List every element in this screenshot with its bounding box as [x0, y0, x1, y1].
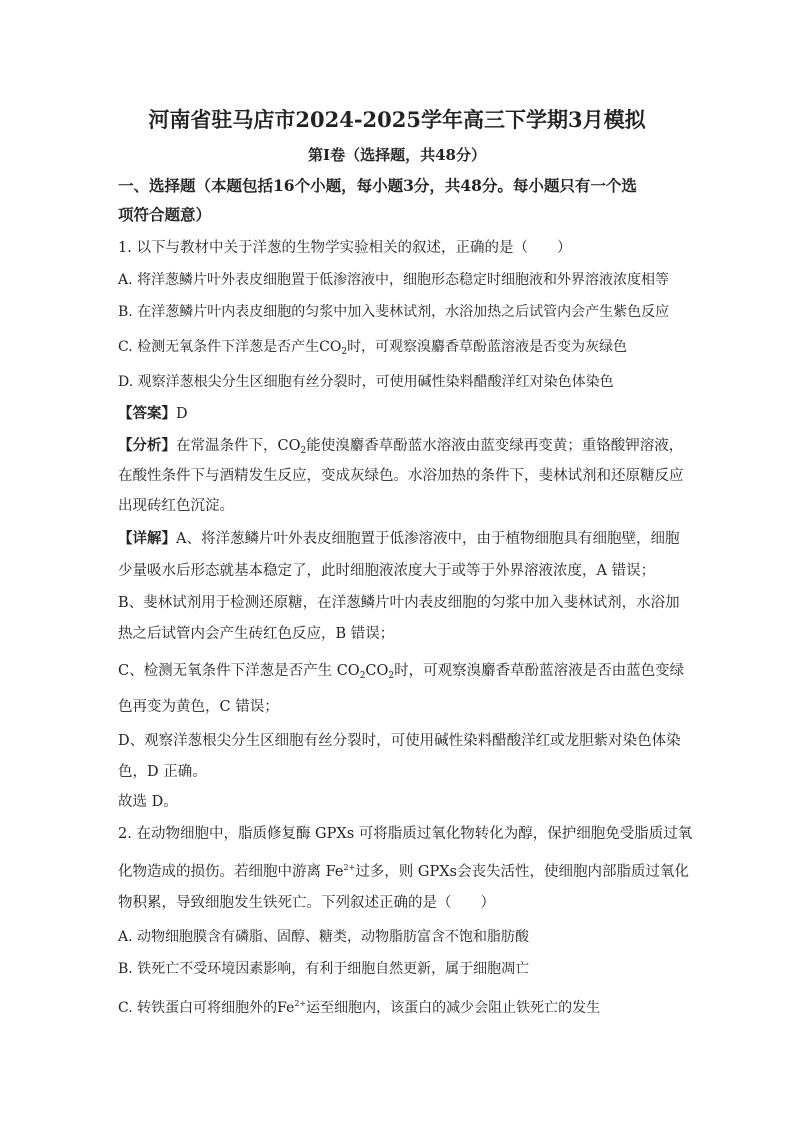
q2-stem-line2-pre: 化物造成的损伤。若细胞中游离 Fe	[118, 864, 344, 880]
detail-c-line1-sub2: 2	[388, 671, 395, 681]
q1-option-c-pre: C. 检测无氧条件下洋葱是否产生	[118, 339, 320, 355]
detail-a-line1: A、将洋葱鳞片叶外表皮细胞置于低渗溶液中，由于植物细胞具有细胞壁，细胞	[176, 531, 680, 547]
part-title: 第Ⅰ卷（选择题，共48分）	[308, 146, 486, 164]
analysis-label: 【分析】	[118, 437, 176, 454]
q2-option-c-sup: 2+	[294, 999, 307, 1008]
analysis-line1-post: 能使溴麝香草酚蓝水溶液由蓝变绿再变黄；重铬酸钾溶液，	[306, 438, 684, 454]
q1-conclusion: 故选 D。	[118, 794, 178, 810]
answer-label: 【答案】	[118, 405, 176, 422]
q1-analysis-line1	[118, 436, 683, 461]
detail-c-line1-post: 时，可观察溴麝香草酚蓝溶液是否由蓝色变绿	[394, 663, 685, 679]
analysis-line1-sub: 2	[300, 446, 307, 456]
q1-option-d: D. 观察洋葱根尖分生区细胞有丝分裂时，可使用碱性染料醋酸洋红对染色体染色	[118, 374, 614, 390]
q2-option-c-pre: C. 转铁蛋白可将细胞外的	[118, 1000, 278, 1016]
q2-stem-line2	[118, 858, 689, 882]
q2-option-b: B. 铁死亡不受环境因素影响，有利于细胞自然更新，属于细胞凋亡	[118, 961, 530, 977]
q1-detail-a-line2: 少量吸水后形态就基本稳定了，此时细胞液浓度大于或等于外界溶液浓度，A 错误；	[118, 563, 656, 579]
q2-option-c-chem: Fe	[277, 1000, 295, 1016]
q2-stem-line3: 物积累，导致细胞发生铁死亡。下列叙述正确的是（ ）	[118, 895, 495, 911]
section-heading-line1: 一、选择题（本题包括16个小题，每小题3分，共48分。每小题只有一个选	[118, 176, 637, 195]
q1-option-c-sub: 2	[341, 347, 348, 357]
answer-value: D	[176, 406, 188, 422]
q1-detail-a-line1	[118, 529, 679, 549]
detail-c-line1-mid: CO	[365, 663, 389, 679]
q1-stem: 1. 以下与教材中关于洋葱的生物学实验相关的叙述，正确的是（ ）	[118, 240, 572, 256]
q1-option-b: B. 在洋葱鳞片叶内表皮细胞的匀浆中加入斐林试剂，水浴加热之后试管内会产生紫色反应	[118, 304, 670, 320]
detail-label: 【详解】	[118, 530, 176, 547]
q2-option-c-post: 运至细胞内，该蛋白的减少会阻止铁死亡的发生	[306, 1000, 601, 1016]
q1-detail-d-line1: D、观察洋葱根尖分生区细胞有丝分裂时，可使用碱性染料醋酸洋红或龙胆紫对染色体染	[118, 733, 681, 749]
q1-analysis-line3: 出现砖红色沉淀。	[118, 498, 234, 514]
q1-detail-b-line2: 热之后试管内会产生砖红色反应，B 错误；	[118, 626, 395, 642]
detail-c-line1-sub1: 2	[359, 671, 366, 681]
q1-option-c-chem: CO	[319, 339, 342, 355]
detail-c-line1-pre: C、检测无氧条件下洋葱是否产生 CO	[118, 663, 360, 679]
q1-detail-b-line1: B、斐林试剂用于检测还原糖，在洋葱鳞片叶内表皮细胞的匀浆中加入斐林试剂，水浴加	[118, 595, 680, 611]
q1-detail-d-line2: 色，D 正确。	[118, 764, 207, 780]
q2-option-a: A. 动物细胞膜含有磷脂、固醇、糖类，动物脂肪富含不饱和脂肪酸	[118, 929, 530, 945]
q2-option-c	[118, 994, 600, 1018]
q1-detail-c-line1	[118, 661, 684, 686]
q1-option-c	[118, 337, 627, 362]
analysis-line1-pre: 在常温条件下，CO	[176, 438, 301, 454]
q1-detail-c-line2: 色再变为黄色，C 错误；	[118, 699, 279, 715]
q1-analysis-line2: 在酸性条件下与酒精发生反应，变成灰绿色。水浴加热的条件下，斐林试剂和还原糖反应	[118, 468, 684, 484]
q1-answer	[118, 404, 188, 424]
q1-option-a: A. 将洋葱鳞片叶外表皮细胞置于低渗溶液中，细胞形态稳定时细胞液和外界溶液浓度相等	[118, 272, 670, 288]
q2-stem-line1: 2. 在动物细胞中，脂质修复酶 GPXs 可将脂质过氧化物转化为醇，保护细胞免受脂质过氧	[118, 826, 693, 842]
q2-stem-line2-sup: 2+	[343, 863, 356, 872]
section-heading-line2: 项符合题意）	[118, 205, 212, 224]
q1-option-c-post: 时，可观察溴麝香草酚蓝溶液是否变为灰绿色	[347, 339, 628, 355]
q2-stem-line2-post: 过多，则 GPXs会丧失活性，使细胞内部脂质过氧化	[355, 864, 689, 880]
document-title: 河南省驻马店市2024-2025学年高三下学期3月模拟	[148, 107, 646, 132]
